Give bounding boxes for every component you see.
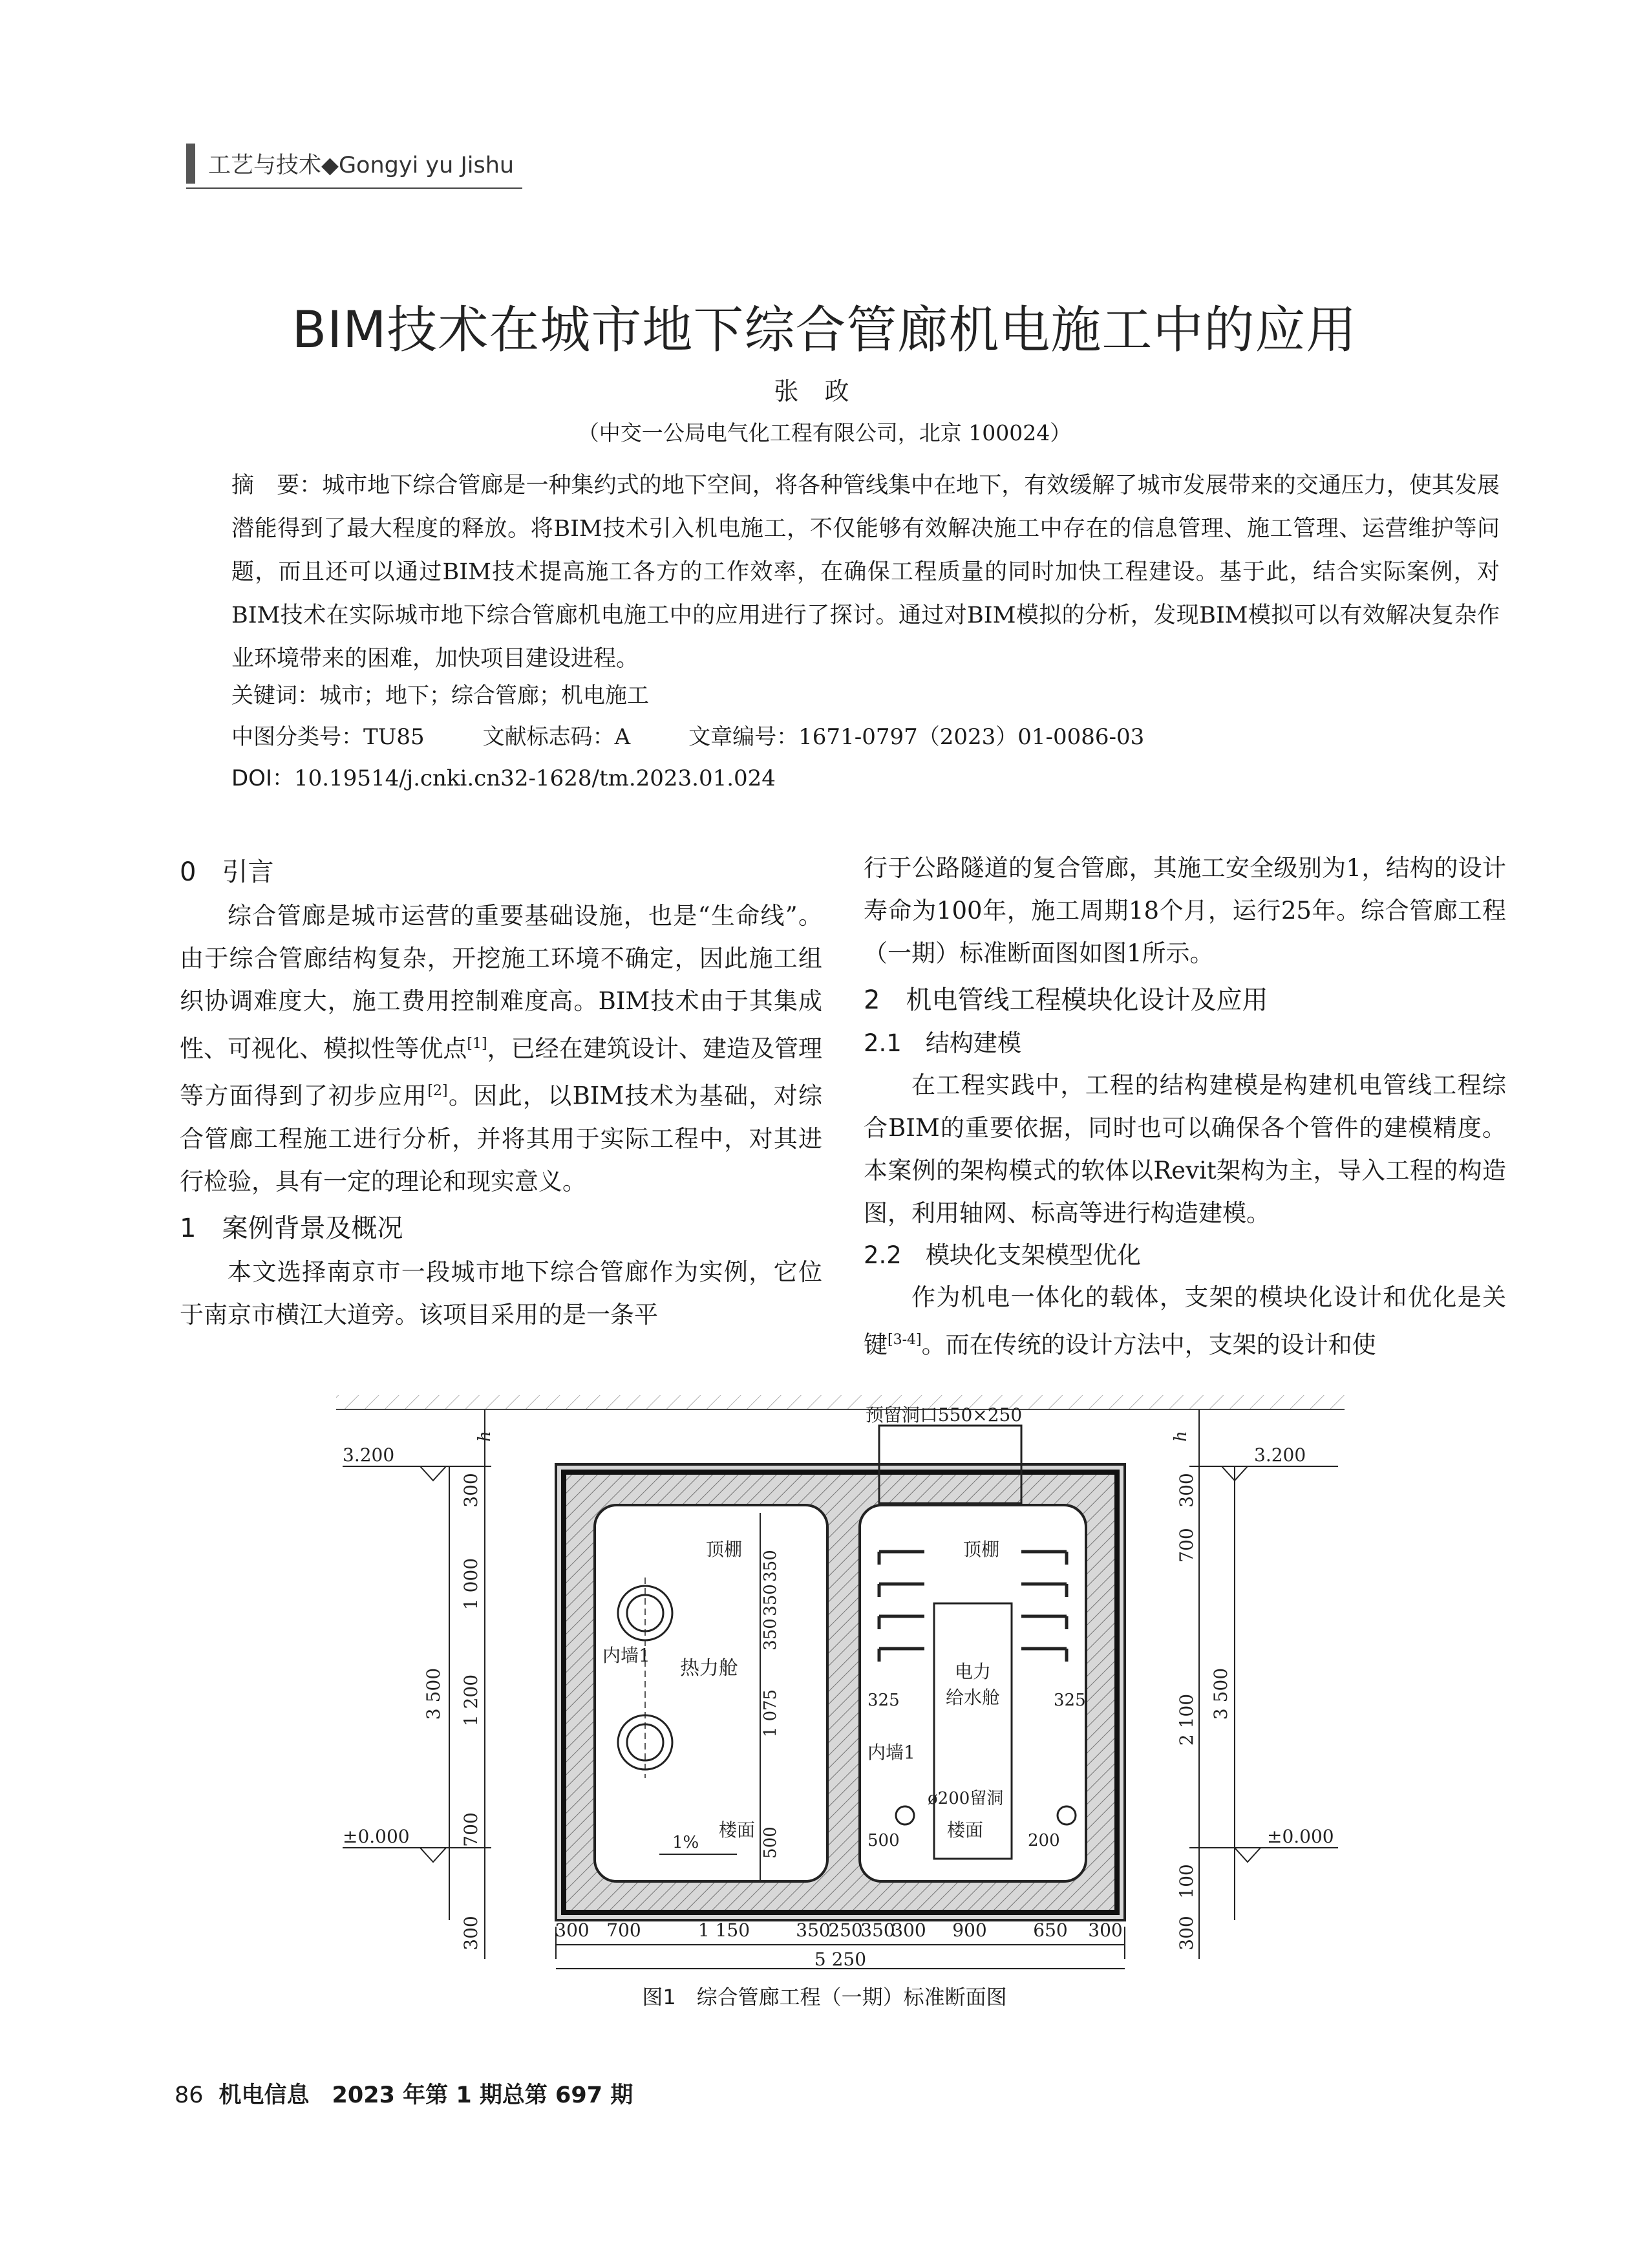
section-1-heading: 1 案例背景及概况 xyxy=(180,1213,403,1243)
doc-code-label: 文献标志码： xyxy=(482,724,615,750)
cover-depth-right: h xyxy=(1171,1431,1191,1442)
floor-label-left: 楼面 xyxy=(719,1819,756,1841)
author: 张政 xyxy=(774,377,875,405)
left-column xyxy=(180,847,822,1336)
inner-wall-label-right: 内墙1 xyxy=(867,1742,915,1763)
para-text: 作为机电一体化的载体，支架的模块化设计和优化是关键 xyxy=(864,1283,1506,1359)
elevation-top-right: 3.200 xyxy=(1254,1444,1306,1466)
dim-bottom-5: 350 xyxy=(860,1920,895,1941)
ceiling-label-left: 顶棚 xyxy=(706,1539,743,1560)
dim-left-total: 3 500 xyxy=(423,1667,444,1720)
doc-code-value: A xyxy=(614,724,631,750)
citation-3-4: [3-4] xyxy=(888,1332,922,1348)
section-2-1-heading: 2.1 结构建模 xyxy=(864,1029,1021,1057)
section-2-heading: 2 机电管线工程模块化设计及应用 xyxy=(864,985,1268,1015)
dim-right-4: 300 xyxy=(1176,1916,1197,1951)
para-text: 综合管廊是城市运营的重要基础设施，也是“生命线”。由于综合管廊结构复杂，开挖施工环境不确定，因此施工组织协调难度大，施工费用控制难度高。BIM技术由于其集成性、可视化、模拟性等优点 xyxy=(180,902,822,1063)
dim-right-3: 100 xyxy=(1176,1864,1197,1899)
right-column xyxy=(864,847,1506,1366)
dim-bottom-1: 700 xyxy=(606,1920,641,1941)
paper-title: BIM技术在城市地下综合管廊机电施工中的应用 xyxy=(292,301,1357,359)
dim-right-total: 3 500 xyxy=(1210,1667,1231,1720)
dim-bottom-4: 250 xyxy=(828,1920,863,1941)
section-0-heading: 0 引言 xyxy=(180,857,274,887)
dim-bottom-7: 900 xyxy=(952,1920,987,1941)
header-section-pinyin: Gongyi yu Jishu xyxy=(338,153,515,178)
power-cabin-label-line2: 给水舱 xyxy=(945,1687,1001,1708)
dim-left-4: 300 xyxy=(460,1916,482,1951)
dim-left-1: 1 000 xyxy=(460,1557,482,1610)
keywords xyxy=(231,678,649,709)
floor-label-right: 楼面 xyxy=(947,1819,984,1841)
dim-right-1: 700 xyxy=(1176,1528,1197,1563)
classification-line xyxy=(231,719,1144,751)
section-0-paragraph xyxy=(180,895,822,1203)
inner-wall-label-left: 内墙1 xyxy=(602,1645,650,1666)
abstract-label: 摘 要： xyxy=(231,473,323,498)
header-section-cn: 工艺与技术 xyxy=(208,153,322,178)
dim-bottom-2: 1 150 xyxy=(697,1920,750,1941)
section-2-2-paragraph xyxy=(864,1276,1506,1366)
para-text: 。而在传统的设计方法中，支架的设计和使 xyxy=(921,1331,1376,1359)
ground-surface xyxy=(336,1395,1345,1409)
figure-1-cross-section xyxy=(323,1390,1357,1972)
dim-bottom-0: 300 xyxy=(555,1920,590,1941)
dim-500-bottom-left: 500 xyxy=(867,1831,900,1850)
dim-bottom-6: 300 xyxy=(891,1920,926,1941)
elevation-marker-icon xyxy=(420,1848,446,1862)
dim-left-2: 1 200 xyxy=(460,1674,482,1727)
elevation-marker-icon xyxy=(1235,1848,1261,1862)
doi-line xyxy=(231,760,776,792)
section-1-paragraph-start: 本文选择南京市一段城市地下综合管廊作为实例，它位于南京市横江大道旁。该项目采用的是一条平 xyxy=(180,1257,822,1329)
power-cabin-label-line1: 电力 xyxy=(954,1661,992,1682)
header-rule xyxy=(186,187,522,189)
dim-left-3: 700 xyxy=(460,1812,482,1847)
mid-dim-1: 350 xyxy=(761,1584,780,1616)
section-2-1-paragraph: 在工程实践中，工程的结构建模是构建机电管线工程综合BIM的重要依据，同时也可以确保各个管件的建模精度。本案例的架构模式的软体以Revit架构为主，导入工程的构造图，利用轴网、标高等进行构造建模。 xyxy=(864,1071,1506,1227)
dim-bottom-8: 650 xyxy=(1033,1920,1068,1941)
doi-value: 10.19514/j.cnki.cn32-1628/tm.2023.01.024 xyxy=(293,765,776,791)
clc-value: TU85 xyxy=(363,724,425,750)
heat-cabin-room xyxy=(595,1505,827,1881)
abstract-text: 城市地下综合管廊是一种集约式的地下空间，将各种管线集中在地下，有效缓解了城市发展带来的交通压力，使其发展潜能得到了最大程度的释放。将BIM技术引入机电施工，不仅能够有效解决施工中存在的信息管理、施工管理、运营维护等问题，而且还可以通过BIM技术提高施工各方的工作效率，在确保工程质量的同时加快工程建设。基于此，结合实际案例，对BIM技术在实际城市地下综合管廊机电施工中的应用进行了探讨。通过对BIM模拟的分析，发现BIM模拟可以有效解决复杂作业环境带来的困难，加快项目建设进程。 xyxy=(231,473,1500,672)
mid-dim-4: 500 xyxy=(761,1826,780,1859)
mid-dim-0: 350 xyxy=(761,1550,780,1582)
dim-right-0: 300 xyxy=(1176,1473,1197,1508)
dim-325-right: 325 xyxy=(1054,1691,1086,1710)
cover-depth-left: h xyxy=(475,1431,495,1442)
elevation-marker-icon xyxy=(420,1466,446,1481)
section-1-paragraph-cont: 行于公路隧道的复合管廊，其施工安全级别为1，结构的设计寿命为100年，施工周期18个月，运行25年。综合管廊工程（一期）标准断面图如图1所示。 xyxy=(864,854,1506,967)
clc-label: 中图分类号： xyxy=(231,724,363,750)
citation-2: [2] xyxy=(427,1083,448,1100)
affiliation: （中交一公局电气化工程有限公司，北京 100024） xyxy=(577,420,1072,445)
mid-dim-2: 350 xyxy=(761,1618,780,1651)
mid-dim-3: 1 075 xyxy=(761,1689,780,1738)
dim-left-0: 300 xyxy=(460,1473,482,1508)
article-number-value: 1671-0797（2023）01-0086-03 xyxy=(798,724,1145,750)
header-separator: ◆ xyxy=(321,153,339,178)
keywords-label: 关键词： xyxy=(231,683,319,709)
dim-bottom-total: 5 250 xyxy=(814,1949,867,1970)
journal-issue: 机电信息 2023 年第 1 期总第 697 期 xyxy=(218,2082,633,2108)
page-footer xyxy=(175,2077,633,2110)
elevation-top-left: 3.200 xyxy=(343,1444,395,1466)
header-marker xyxy=(186,144,195,184)
heat-cabin-label: 热力舱 xyxy=(680,1657,738,1680)
reserved-hole-label: 预留洞口550×250 xyxy=(865,1404,1023,1426)
para-text: ，已经在建筑设计、建造及管理等方面得到了初步应用 xyxy=(180,1034,823,1110)
dim-right-2: 2 100 xyxy=(1176,1693,1197,1746)
elevation-zero-left: ±0.000 xyxy=(343,1826,410,1847)
dim-200-bottom-right: 200 xyxy=(1028,1831,1060,1850)
elevation-zero-right: ±0.000 xyxy=(1267,1826,1334,1847)
dim-bottom-3: 350 xyxy=(796,1920,831,1941)
doi-label: DOI： xyxy=(231,765,294,791)
citation-1: [1] xyxy=(467,1036,487,1052)
page-number: 86 xyxy=(175,2082,204,2108)
keywords-text: 城市；地下；综合管廊；机电施工 xyxy=(319,683,649,709)
article-number-label: 文章编号： xyxy=(688,724,799,750)
hole-200-label: ø200留洞 xyxy=(928,1789,1004,1808)
running-header xyxy=(208,147,514,180)
dim-bottom-9: 300 xyxy=(1088,1920,1123,1941)
figure-1-caption: 图1 综合管廊工程（一期）标准断面图 xyxy=(642,1985,1007,2009)
para-text: 。因此，以BIM技术为基础，对综合管廊工程施工进行分析，并将其用于实际工程中，对其进行检验，具有一定的理论和现实意义。 xyxy=(180,1082,822,1195)
abstract xyxy=(231,464,1500,681)
ceiling-label-right: 顶棚 xyxy=(963,1539,1000,1560)
dim-325-left: 325 xyxy=(867,1691,900,1710)
floor-slope-label: 1% xyxy=(672,1833,699,1852)
section-2-2-heading: 2.2 模块化支架模型优化 xyxy=(864,1241,1141,1269)
